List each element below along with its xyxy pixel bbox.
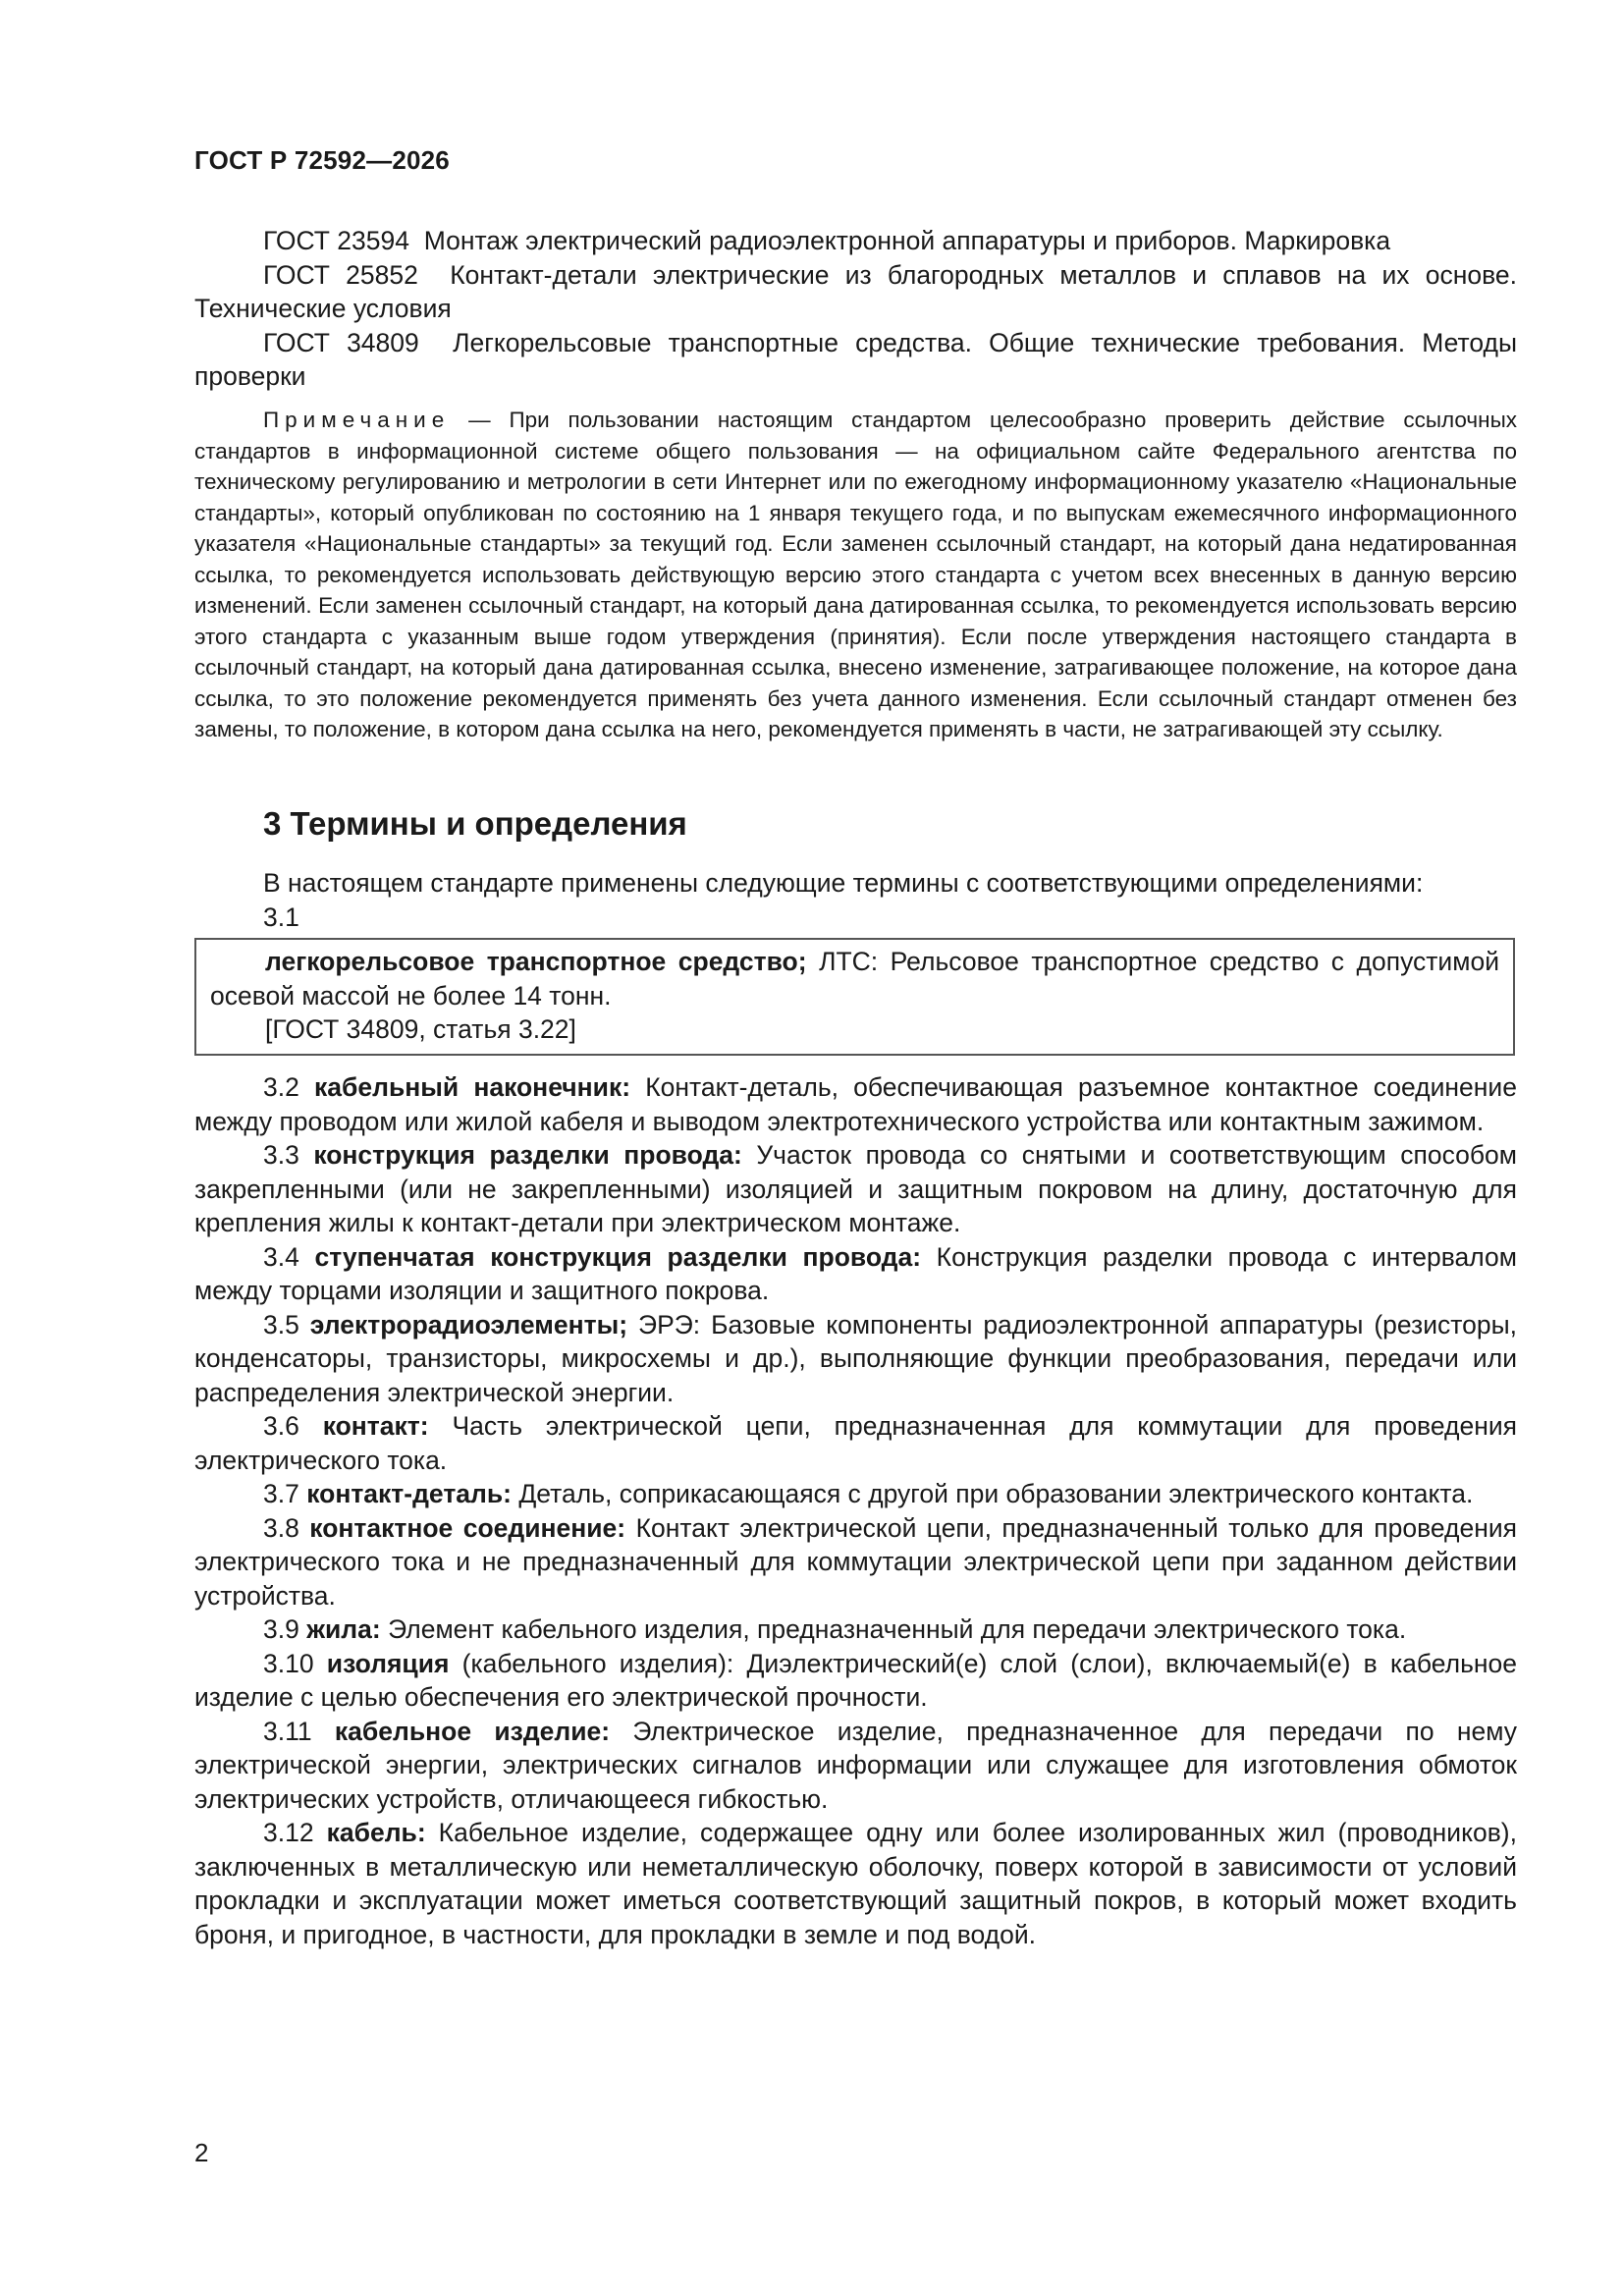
term-number: 3.6 — [263, 1411, 299, 1441]
term-number: 3.4 — [263, 1241, 299, 1272]
reference-title: Контакт-детали электрические из благородных металлов и сплавов на их основе. Технические условия — [194, 259, 1517, 323]
term-name: контактное соединение: — [309, 1512, 626, 1543]
term-number: 3.8 — [263, 1512, 299, 1543]
term-definition: Контакт электрической цепи, предназначенный только для проведения электрического тока и не предназначенный для коммутации электрической цепи при заданном действии устройства. — [194, 1512, 1518, 1611]
term-definition: Деталь, соприкасающаяся с другой при образовании электрического контакта. — [518, 1479, 1474, 1508]
term-number: 3.3 — [263, 1140, 299, 1170]
term-entry — [194, 1647, 1517, 1715]
term-entry — [194, 1613, 1517, 1647]
term-name: конструкция разделки провода: — [313, 1140, 742, 1170]
term-entry — [194, 1138, 1517, 1240]
reference-title: Легкорельсовые транспортные средства. Общие технические требования. Методы проверки — [194, 327, 1517, 391]
term-entry — [194, 1070, 1517, 1138]
reference-item — [194, 224, 1517, 258]
term-name: электрорадиоэлементы; — [309, 1309, 628, 1339]
section-intro: В настоящем стандарте применены следующие термины с соответствующими определениями: — [263, 868, 1424, 898]
term-number: 3.11 — [263, 1716, 312, 1746]
term-number: 3.2 — [263, 1072, 299, 1102]
term-abbreviation: ЛТС: — [819, 947, 879, 976]
term-entry — [194, 1816, 1517, 1951]
term-definition: Участок провода со снятыми и соответствующим способом закрепленными (или не закрепленными) изоляцией и защитным покровом на длину, достаточную для крепления жилы к контакт-детали при электрическом монтаже. — [194, 1140, 1517, 1237]
note-paragraph — [194, 405, 1517, 745]
term-number: 3.7 — [263, 1479, 299, 1508]
term-entry — [194, 1409, 1517, 1477]
term-number: 3.1 — [263, 902, 299, 932]
term-definitions — [194, 1070, 1517, 1951]
term-number: 3.12 — [263, 1818, 314, 1847]
term-entry — [194, 1308, 1517, 1410]
term-name: кабельный наконечник: — [314, 1072, 631, 1102]
term-entry — [194, 1240, 1517, 1308]
term-name: жила: — [306, 1614, 381, 1644]
term-number: 3.5 — [263, 1309, 299, 1339]
note-label: Примечание — [263, 408, 451, 432]
term-name: легкорельсовое транспортное средство; — [265, 947, 807, 976]
term-name: контакт: — [322, 1411, 429, 1441]
term-name: контакт-деталь: — [306, 1479, 512, 1508]
reference-title: Монтаж электрический радиоэлектронной аппаратуры и приборов. Маркировка — [423, 226, 1391, 255]
document-header-code: ГОСТ Р 72592—2026 — [194, 145, 450, 175]
term-definition: Кабельное изделие, содержащее одну или более изолированных жил (проводников), заключенных в металлическую или неметаллическую оболочку, поверх которой в зависимости от условий прокладки и эксплуатации может иметься соответствующий защитный покров, в который может входить броня, и пригодное, в частности, для прокладки в земле и под водой. — [194, 1818, 1517, 1949]
term-name: изоляция — [326, 1648, 450, 1678]
term-definition: Часть электрической цепи, предназначенная для коммутации для проведения электрического тока. — [194, 1411, 1517, 1475]
term-entry — [194, 1477, 1517, 1511]
term-name: ступенчатая конструкция разделки провода: — [314, 1241, 922, 1272]
term-source: [ГОСТ 34809, статья 3.22] — [265, 1014, 576, 1044]
normative-references — [194, 224, 1517, 394]
boxed-term-text — [210, 945, 1499, 1012]
term-definition: (кабельного изделия): Диэлектрический(е) слой (слои), включаемый(е) в кабельное изделие с целью обеспечения его электрической прочности. — [194, 1648, 1517, 1712]
term-name: кабель: — [326, 1818, 426, 1847]
reference-code: ГОСТ 23594 — [263, 226, 409, 255]
page-number: 2 — [194, 2138, 209, 2167]
term-number: 3.10 — [263, 1648, 314, 1678]
term-name: кабельное изделие: — [334, 1716, 611, 1746]
term-definition: ЭРЭ: Базовые компоненты радиоэлектронной аппаратуры (резисторы, конденсаторы, транзисторы, микросхемы и др.), выполняющие функции преобразования, передачи или распределения электрической энергии. — [194, 1309, 1517, 1407]
reference-item — [194, 326, 1517, 394]
note-text: — При пользовании настоящим стандартом целесообразно проверить действие ссылочных стандартов в информационной системе общего пользования — на официальном сайте Федерального агентства по техническому регулированию и метрологии в сети Интернет или по ежегодному информационному указателю «Национальные стандарты», который опубликован по состоянию на 1 января текущего года, и по выпускам ежемесячного информационного указателя «Национальные стандарты» за текущий год. Если заменен ссылочный стандарт, на который дана недатированная ссылка, то рекомендуется использовать действующую версию этого стандарта с учетом всех внесенных в данную версию изменений. Если заменен ссылочный стандарт, на который дана датированная ссылка, то рекомендуется использовать версию этого стандарта с указанным выше годом утверждения (принятия). Если после утверждения настоящего стандарта в ссылочный стандарт, на который дана датированная ссылка, внесено изменение, затрагивающее положение, на которое дана ссылка, то это положение рекомендуется применять без учета данного изменения. Если ссылочный стандарт отменен без замены, то положение, в котором дана ссылка на него, рекомендуется применять в части, не затрагивающей эту ссылку. — [194, 408, 1517, 741]
reference-code: ГОСТ 25852 — [263, 259, 418, 290]
term-number: 3.9 — [263, 1614, 299, 1644]
section-title: 3 Термины и определения — [263, 805, 687, 842]
term-definition: Элемент кабельного изделия, предназначенный для передачи электрического тока. — [388, 1614, 1407, 1644]
term-entry — [194, 1511, 1517, 1613]
term-definition: Контакт-деталь, обеспечивающая разъемное контактное соединение между проводом или жилой кабеля и выводом электротехнического устройства или контактным зажимом. — [194, 1072, 1517, 1136]
term-definition: Электрическое изделие, предназначенное для передачи по нему электрической энергии, электрических сигналов информации или служащее для изготовления обмоток электрических устройств, отличающееся гибкостью. — [194, 1716, 1517, 1814]
term-definition: Рельсовое транспортное средство с допустимой осевой массой не более 14 тонн. — [210, 947, 1499, 1011]
reference-code: ГОСТ 34809 — [263, 327, 419, 357]
reference-item — [194, 258, 1517, 326]
term-definition: Конструкция разделки провода с интервалом между торцами изоляции и защитного покрова. — [194, 1241, 1517, 1305]
term-entry — [194, 1715, 1517, 1817]
boxed-term-definition — [194, 938, 1515, 1056]
